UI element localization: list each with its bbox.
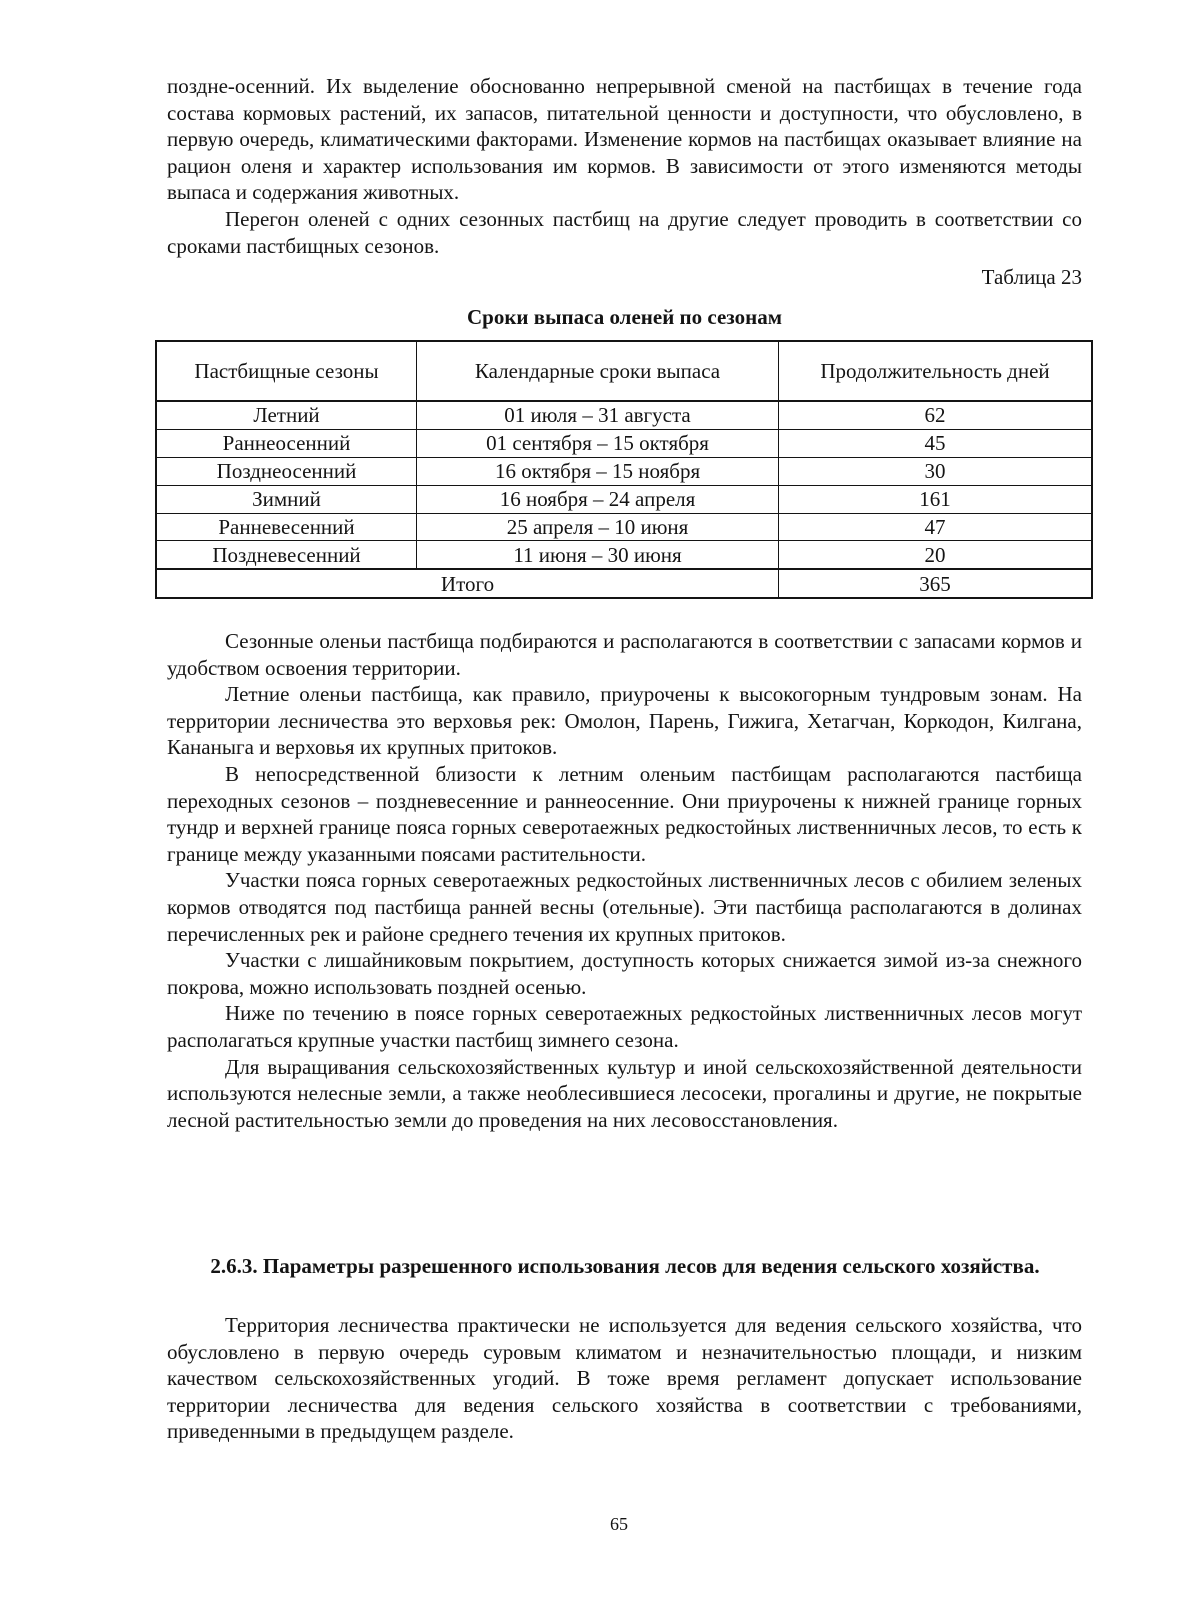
paragraph: поздне-осенний. Их выделение обоснованно непрерывной сменой на пастбищах в течение года состава кормовых растений, их запасов, питательной ценности и доступности, что обусловлено, в первую очередь, климатическими факторами. Изменение кормов на пастбищах оказывает влияние на рацион оленя и характер использования им кормов. В зависимости от этого изменяются методы выпаса и содержания животных. [167,74,1082,205]
cell-duration: 20 [779,541,1092,569]
cell-dates: 11 июня – 30 июня [417,541,779,569]
cell-season: Зимний [156,485,417,513]
column-header-dates: Календарные сроки выпаса [417,341,779,401]
cell-dates: 16 ноября – 24 апреля [417,485,779,513]
cell-dates: 01 сентября – 15 октября [417,429,779,457]
table-row [156,513,1092,541]
table-row [156,429,1092,457]
paragraph: Территория лесничества практически не используется для ведения сельского хозяйства, что обусловлено в первую очередь суровым климатом и незначительностью площади, и низким качеством сельскохозяйственных угодий. В тоже время регламент допускает использование территории лесничества для ведения сельского хозяйства в соответствии с требованиями, приведенными в предыдущем разделе. [167,1313,1082,1444]
table-row [156,401,1092,429]
cell-dates: 01 июля – 31 августа [417,401,779,429]
column-header-duration: Продолжительность дней [779,341,1092,401]
cell-dates: 25 апреля – 10 июня [417,513,779,541]
cell-duration: 30 [779,457,1092,485]
paragraph: Перегон оленей с одних сезонных пастбищ на другие следует проводить в соответствии со сроками пастбищных сезонов. [167,206,1082,258]
cell-total-label: Итого [156,569,779,598]
section-heading: 2.6.3. Параметры разрешенного использования лесов для ведения сельского хозяйства. [210,1254,1040,1278]
paragraph: Летние оленьи пастбища, как правило, приурочены к высокогорным тундровым зонам. На территории лесничества это верховья рек: Омолон, Парень, Гижига, Хетагчан, Коркодон, Килгана, Кананыга и верховья их крупных притоков. [167,682,1082,760]
cell-duration: 62 [779,401,1092,429]
paragraph: Для выращивания сельскохозяйственных культур и иной сельскохозяйственной деятельности используются нелесные земли, а также необлесившиеся лесосеки, прогалины и другие, не покрытые лесной растительностью земли до проведения на них лесовосстановления. [167,1054,1082,1132]
table-title: Сроки выпаса оленей по сезонам [466,305,783,329]
cell-duration: 161 [779,485,1092,513]
cell-duration: 47 [779,513,1092,541]
paragraph: Ниже по течению в поясе горных северотаежных редкостойных лиственничных лесов могут располагаться крупные участки пастбищ зимнего сезона. [167,1001,1082,1052]
table-label: Таблица 23 [981,265,1082,289]
text-block-body [167,628,1082,1133]
table-header-row [156,341,1092,401]
text-block-bottom [167,1312,1082,1445]
paragraph: Участки с лишайниковым покрытием, доступность которых снижается зимой из-за снежного покрова, можно использовать поздней осенью. [167,948,1082,999]
page-number: 65 [610,1514,628,1534]
table-row [156,485,1092,513]
cell-season: Раннеосенний [156,429,417,457]
cell-season: Летний [156,401,417,429]
paragraph: В непосредственной близости к летним оленьим пастбищам располагаются пастбища переходных сезонов – поздневесенние и раннеосенние. Они приурочены к нижней границе горных тундр и верхней границе пояса горных северотаежных редкостойных лиственничных лесов, то есть к границе между указанными поясами растительности. [167,761,1082,866]
cell-season: Ранневесенний [156,513,417,541]
table-total-row [156,569,1092,598]
table-row [156,541,1092,569]
cell-total-value: 365 [779,569,1092,598]
cell-season: Позднеосенний [156,457,417,485]
table-row [156,457,1092,485]
cell-duration: 45 [779,429,1092,457]
cell-dates: 16 октября – 15 ноября [417,457,779,485]
grazing-seasons-table [155,340,1093,599]
text-block-top [167,73,1082,259]
column-header-season: Пастбищные сезоны [156,341,417,401]
paragraph: Участки пояса горных северотаежных редкостойных лиственничных лесов с обилием зеленых кормов отводятся под пастбища ранней весны (отельные). Эти пастбища располагаются в долинах перечисленных рек и районе среднего течения их крупных притоков. [167,868,1082,946]
paragraph: Сезонные оленьи пастбища подбираются и располагаются в соответствии с запасами кормов и удобством освоения территории. [167,629,1082,680]
cell-season: Поздневесенний [156,541,417,569]
